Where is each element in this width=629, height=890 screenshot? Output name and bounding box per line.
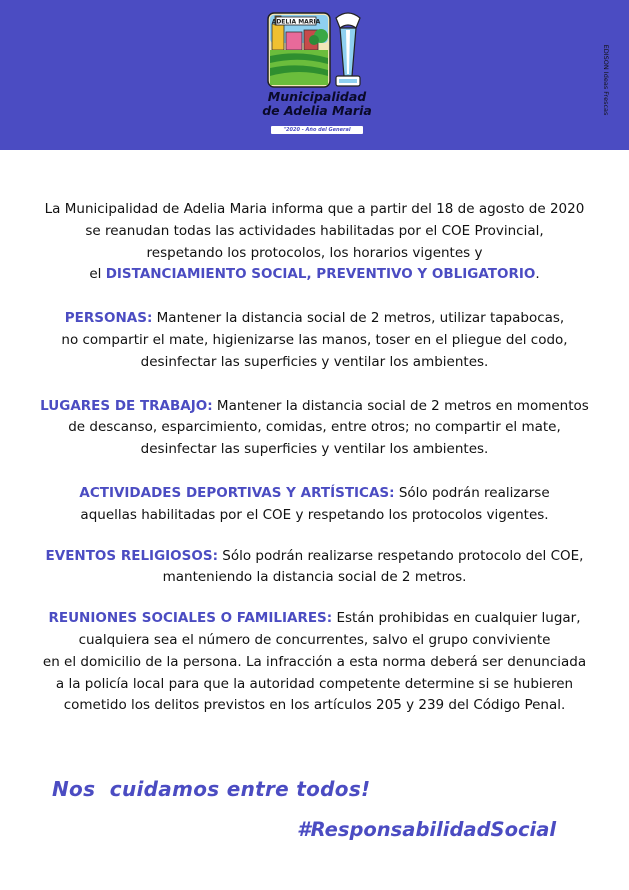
deportivas-label: ACTIVIDADES DEPORTIVAS Y ARTÍSTICAS: (79, 484, 395, 501)
deportivas-line (30, 483, 599, 505)
personas-label: PERSONAS: (64, 310, 153, 327)
personas-text: Mantener la distancia social de 2 metros, utilizar tapabocas, (152, 310, 565, 327)
religiosos-line (30, 546, 599, 568)
religiosos-label: EVENTOS RELIGIOSOS: (45, 547, 218, 564)
town-emblem-icon (266, 10, 370, 90)
intro-paragraph (30, 199, 599, 286)
slogan: Nos cuidamos entre todos! (52, 777, 371, 801)
logo-subtitle: "2020 - Año del General Belgrano" (271, 126, 363, 134)
personas-line (30, 308, 599, 330)
intro-line: se reanudan todas las actividades habilitadas por el COE Provincial, (85, 222, 544, 239)
logo-sign-text: ADELIA MARIA (271, 18, 321, 26)
reuniones-line (30, 608, 599, 630)
trabajo-text: Mantener la distancia social de 2 metros en momentos (212, 397, 589, 414)
reuniones-line: cometido los delitos previstos en los artículos 205 y 239 del Código Penal. (63, 697, 566, 714)
personas-line: no compartir el mate, higienizarse las manos, toser en el pliegue del codo, (61, 331, 568, 348)
designer-credit: EDISON Ideas Frescas (602, 44, 610, 116)
trabajo-line: de descanso, esparcimiento, comidas, entre otros; no compartir el mate, (68, 419, 561, 436)
announcement-body (30, 199, 599, 717)
intro-prefix: el (89, 266, 106, 283)
intro-line: La Municipalidad de Adelia Maria informa que a partir del 18 de agosto de 2020 (44, 201, 585, 217)
personas-paragraph (30, 308, 599, 373)
intro-suffix: . (535, 266, 540, 283)
religiosos-paragraph (30, 546, 599, 590)
deportivas-text: Sólo podrán realizarse (394, 484, 550, 501)
reuniones-line: a la policía local para que la autoridad competente determine si se hubieren (55, 675, 574, 692)
reuniones-line: en el domicilio de la persona. La infracción a esta norma deberá ser denunciada (42, 653, 587, 670)
hashtag: #ResponsabilidadSocial (297, 818, 557, 841)
reuniones-text: Están prohibidas en cualquier lugar, (332, 610, 581, 627)
intro-line: respetando los protocolos, los horarios vigentes y (146, 244, 483, 261)
deportivas-paragraph (30, 483, 599, 527)
intro-highlight: DISTANCIAMIENTO SOCIAL, PREVENTIVO Y OBLIGATORIO (105, 266, 536, 283)
reuniones-line: cualquiera sea el número de concurrentes, salvo el grupo conviviente (78, 631, 551, 648)
header-band (0, 0, 629, 150)
reuniones-paragraph (30, 608, 599, 717)
trabajo-label: LUGARES DE TRABAJO: (40, 397, 213, 414)
personas-line: desinfectar las superficies y ventilar los ambientes. (140, 353, 489, 370)
logo-title-line1: Municipalidad (267, 89, 367, 104)
religiosos-text: Sólo podrán realizarse respetando protocolo del COE, (217, 547, 584, 564)
trabajo-line (30, 396, 599, 418)
logo-title (252, 90, 382, 118)
reuniones-label: REUNIONES SOCIALES O FAMILIARES: (48, 610, 333, 627)
religiosos-line: manteniendo la distancia social de 2 metros. (162, 569, 467, 586)
intro-line (30, 264, 599, 286)
trabajo-line: desinfectar las superficies y ventilar los ambientes. (140, 441, 489, 458)
deportivas-line: aquellas habilitadas por el COE y respetando los protocolos vigentes. (80, 506, 549, 523)
municipality-logo (262, 10, 372, 141)
logo-title-line2: de Adelia Maria (262, 103, 372, 118)
trabajo-paragraph (30, 396, 599, 461)
